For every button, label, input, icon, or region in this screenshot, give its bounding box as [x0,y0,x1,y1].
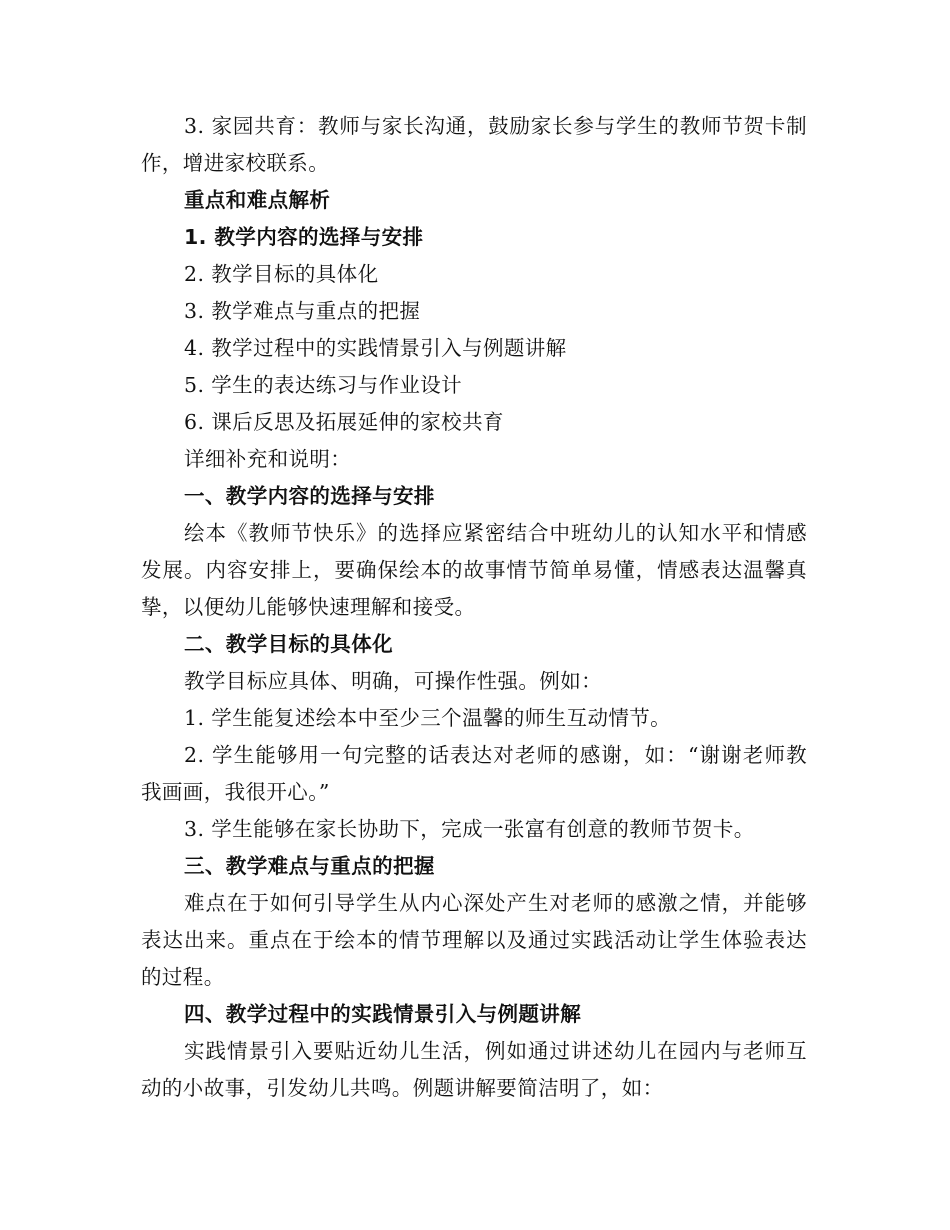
list-item: 1. 教学内容的选择与安排 [184,225,424,249]
paragraph-section-4: 实践情景引入要贴近幼儿生活，例如通过讲述幼儿在园内与老师互动的小故事，引发幼儿共鸣。例题讲解要简洁明了，如： [141,1039,807,1100]
paragraph-details-intro: 详细补充和说明： [184,447,352,471]
list-item: 3. 学生能够在家长协助下，完成一张富有创意的教师节贺卡。 [184,817,755,841]
list-item: 5. 学生的表达练习与作业设计 [184,373,463,397]
heading-section-4: 四、教学过程中的实践情景引入与例题讲解 [184,1002,582,1026]
list-item: 3. 教学难点与重点的把握 [184,299,421,323]
list-item: 2. 学生能够用一句完整的话表达对老师的感谢，如：“谢谢老师教我画画，我很开心。” [141,743,807,804]
list-item: 6. 课后反思及拓展延伸的家校共育 [184,410,504,434]
heading-section-3: 三、教学难点与重点的把握 [184,854,435,878]
paragraph-section-2: 教学目标应具体、明确，可操作性强。例如： [184,669,602,693]
list-item: 2. 教学目标的具体化 [184,262,379,286]
list-item: 1. 学生能复述绘本中至少三个温馨的师生互动情节。 [184,706,672,730]
document-body [141,108,807,1107]
paragraph-section-1: 绘本《教师节快乐》的选择应紧密结合中班幼儿的认知水平和情感发展。内容安排上，要确保绘本的故事情节简单易懂，情感表达温馨真挚，以便幼儿能够快速理解和接受。 [141,521,807,619]
list-item: 4. 教学过程中的实践情景引入与例题讲解 [184,336,567,360]
heading-key-difficult-points: 重点和难点解析 [184,188,331,212]
paragraph-home-school: 3. 家园共育：教师与家长沟通，鼓励家长参与学生的教师节贺卡制作，增进家校联系。 [141,114,807,175]
heading-section-2: 二、教学目标的具体化 [184,632,393,656]
heading-section-1: 一、教学内容的选择与安排 [184,484,435,508]
paragraph-section-3: 难点在于如何引导学生从内心深处产生对老师的感激之情，并能够表达出来。重点在于绘本的情节理解以及通过实践活动让学生体验表达的过程。 [141,891,807,989]
